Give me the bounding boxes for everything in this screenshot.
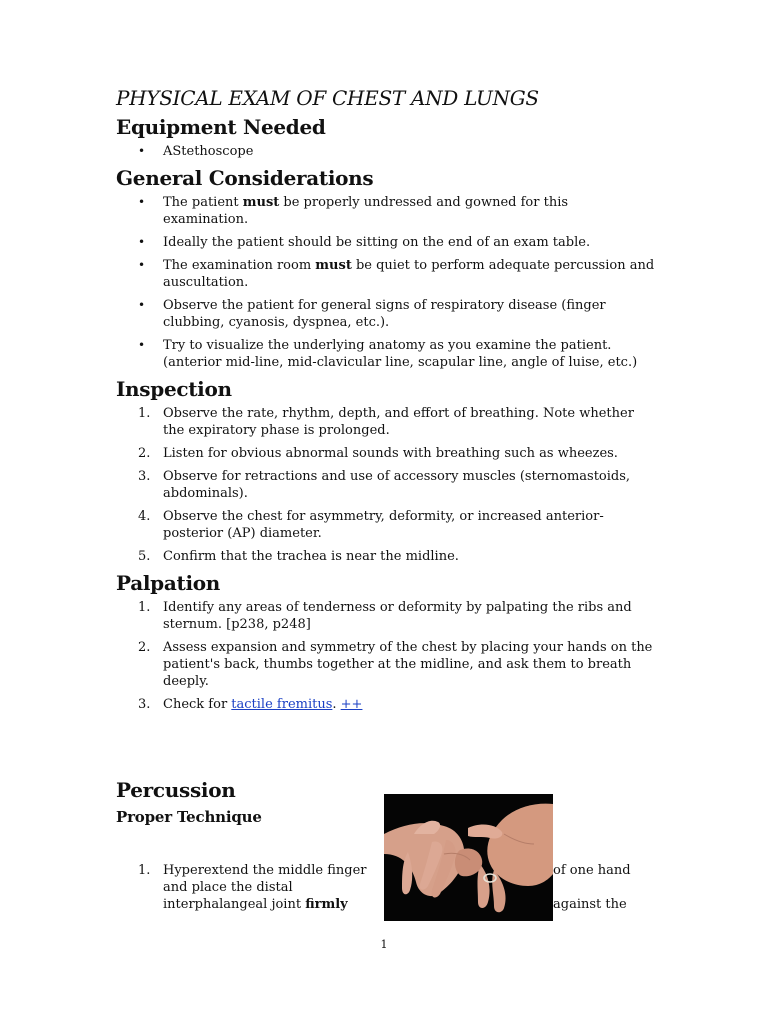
list-item: 5. Confirm that the trachea is near the midline. [138,549,459,564]
step-line-2: and place the distal [163,880,293,895]
inspection-heading: Inspection [116,377,232,401]
percussion-hands-photo [384,794,553,921]
tactile-fremitus-link[interactable]: tactile fremitus [231,697,333,712]
list-item: • Observe the patient for general signs of respiratory disease (finger clubbing, cyanosis, dyspnea, etc.). [116,297,656,331]
equipment-list [116,143,656,160]
list-item: • The examination room must be quiet to perform adequate percussion and auscultation. [116,257,656,291]
more-info-link[interactable]: ++ [340,697,363,712]
list-item: • AStethoscope [116,143,656,160]
document-title: PHYSICAL EXAM OF CHEST AND LUNGS [116,86,539,110]
list-item: 4. Observe the chest for asymmetry, deformity, or increased anterior-posterior (AP) diameter. [138,509,604,541]
list-item: 1. Identify any areas of tenderness or deformity by palpating the ribs and sternum. [p238, p248] [138,600,632,632]
list-item: • Try to visualize the underlying anatomy as you examine the patient. (anterior mid-line, mid-clavicular line, scapular line, angle of luise, etc.) [116,337,656,371]
proper-technique-subheading: Proper Technique [116,808,262,826]
list-item: 3. Check for tactile fremitus. ++ [138,697,363,712]
inspection-list [116,405,656,565]
document-page [116,86,656,912]
step-line-1-right: of one hand [553,863,631,878]
list-item: • The patient must be properly undressed and gowned for this examination. [116,194,656,228]
step-line-3: interphalangeal joint firmly [163,897,348,912]
step-number: 1. [138,863,151,878]
list-item: • Ideally the patient should be sitting on the end of an exam table. [116,234,656,251]
list-item: 2. Assess expansion and symmetry of the chest by placing your hands on the patient's back, thumbs together at the midline, and ask them to breath deeply. [138,640,653,689]
palpation-heading: Palpation [116,571,221,595]
equipment-heading: Equipment Needed [116,115,326,139]
step-line-1: Hyperextend the middle finger [163,863,367,878]
hands-illustration [384,794,553,921]
step-line-3-right: against the [553,897,627,912]
list-item: 3. Observe for retractions and use of accessory muscles (sternomastoids, abdominals). [138,469,631,501]
list-item: 2. Listen for obvious abnormal sounds with breathing such as wheezes. [138,446,618,461]
palpation-list [116,599,656,713]
list-item: 1. Observe the rate, rhythm, depth, and effort of breathing. Note whether the expiratory phase is prolonged. [138,406,634,438]
page-number: 1 [380,938,388,951]
general-considerations-heading: General Considerations [116,166,374,190]
general-considerations-list [116,194,656,371]
percussion-heading: Percussion [116,778,236,802]
